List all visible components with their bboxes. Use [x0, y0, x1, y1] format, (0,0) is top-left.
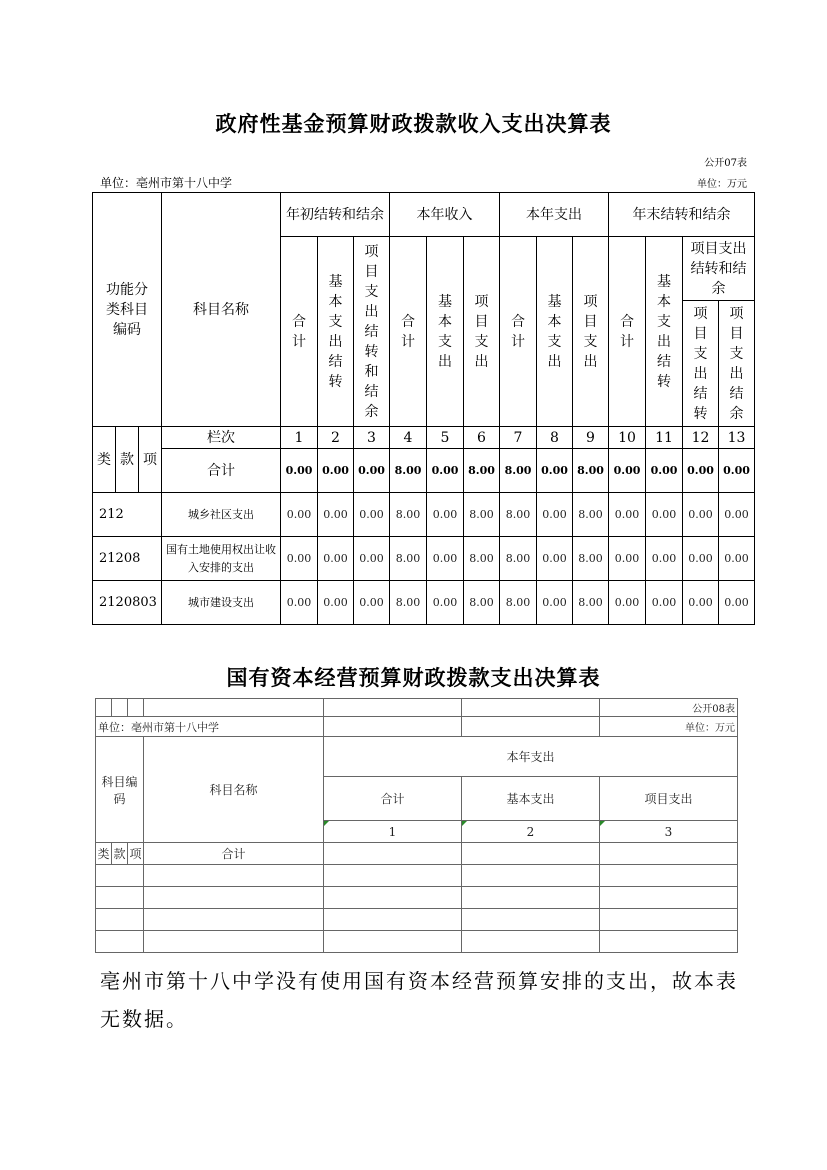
col-number: 1 — [281, 427, 318, 449]
h-proj-exp-carry: 项目支出结转 — [683, 301, 719, 427]
row-cell: 0.00 — [281, 537, 318, 581]
total-cell: 8.00 — [464, 449, 500, 493]
row-cell: 0.00 — [281, 581, 318, 625]
state-capital-table — [95, 698, 738, 953]
row-cell: 0.00 — [537, 537, 573, 581]
h-heji-4: 合计 — [609, 237, 646, 427]
col-number: 9 — [573, 427, 609, 449]
total-cell: 0.00 — [318, 449, 354, 493]
h-basic-carry: 基本支出结转 — [318, 237, 354, 427]
label-lei: 类 — [93, 427, 116, 493]
table-row — [93, 493, 755, 537]
row-cell: 0.00 — [354, 493, 390, 537]
table1-unit-org: 单位：亳州市第十八中学 — [100, 176, 233, 190]
row-cell: 0.00 — [427, 537, 464, 581]
t2-header-basic: 基本支出 — [462, 777, 600, 821]
h-basic-carry-4: 基本支出结转 — [646, 237, 683, 427]
row-code: 2120803 — [93, 581, 162, 625]
table2-unit-org: 单位：亳州市第十八中学 — [96, 717, 324, 737]
total-cell: 0.00 — [609, 449, 646, 493]
col-number: 4 — [390, 427, 427, 449]
row-cell: 8.00 — [464, 581, 500, 625]
h-basic-exp-3: 基本支出 — [537, 237, 573, 427]
row-cell: 0.00 — [646, 537, 683, 581]
header-name: 科目名称 — [162, 193, 281, 427]
table1-form-no: 公开07表 — [704, 158, 747, 169]
total-cell: 8.00 — [573, 449, 609, 493]
col-number: 6 — [464, 427, 500, 449]
total-cell: 0.00 — [683, 449, 719, 493]
row-cell: 8.00 — [500, 581, 537, 625]
row-cell: 0.00 — [609, 493, 646, 537]
row-name: 国有土地使用权出让收入安排的支出 — [162, 537, 281, 581]
label-total: 合计 — [162, 449, 281, 493]
total-cell: 0.00 — [719, 449, 755, 493]
table2-unit-money: 单位：万元 — [600, 717, 738, 737]
t2-header-code: 科目编码 — [96, 737, 144, 843]
table2-title: 国有资本经营预算财政拨款支出决算表 — [226, 666, 601, 690]
col-number: 5 — [427, 427, 464, 449]
row-cell: 0.00 — [719, 537, 755, 581]
row-cell: 8.00 — [573, 581, 609, 625]
row-cell: 0.00 — [609, 581, 646, 625]
row-cell: 0.00 — [537, 581, 573, 625]
total-cell: 8.00 — [390, 449, 427, 493]
row-cell: 0.00 — [683, 537, 719, 581]
table-row — [96, 887, 738, 909]
label-kuan: 款 — [116, 427, 139, 493]
table-row — [93, 537, 755, 581]
row-cell: 0.00 — [318, 581, 354, 625]
col-number: 13 — [719, 427, 755, 449]
t2-label-total: 合计 — [144, 843, 324, 865]
col-number: 2 — [318, 427, 354, 449]
col-number: 10 — [609, 427, 646, 449]
table1-unit-money: 单位：万元 — [697, 179, 747, 190]
t2-col-number: 3 — [600, 821, 738, 843]
t2-label-lei: 类 — [96, 843, 112, 865]
h-heji-2: 合计 — [390, 237, 427, 427]
row-cell: 0.00 — [427, 581, 464, 625]
row-cell: 0.00 — [683, 493, 719, 537]
h-proj-carry: 项目支出结转和结余 — [354, 237, 390, 427]
row-cell: 0.00 — [354, 537, 390, 581]
col-number: 3 — [354, 427, 390, 449]
row-cell: 0.00 — [646, 493, 683, 537]
row-cell: 8.00 — [573, 537, 609, 581]
row-cell: 0.00 — [719, 581, 755, 625]
total-cell: 0.00 — [646, 449, 683, 493]
table2-form-no: 公开08表 — [600, 699, 738, 717]
table-row — [96, 909, 738, 931]
table-row — [96, 931, 738, 953]
row-name: 城乡社区支出 — [162, 493, 281, 537]
label-lanci: 栏次 — [162, 427, 281, 449]
t2-label-xiang: 项 — [128, 843, 144, 865]
h-proj-exp-rem: 项目支出结余 — [719, 301, 755, 427]
total-cell: 0.00 — [354, 449, 390, 493]
t2-header-group: 本年支出 — [324, 737, 738, 777]
row-cell: 0.00 — [609, 537, 646, 581]
col-number: 8 — [537, 427, 573, 449]
total-cell: 0.00 — [537, 449, 573, 493]
no-data-note: 亳州市第十八中学没有使用国有资本经营预算安排的支出，故本表无数据。 — [100, 969, 738, 1031]
row-cell: 8.00 — [500, 537, 537, 581]
h-basic-exp-2: 基本支出 — [427, 237, 464, 427]
t2-col-number: 2 — [462, 821, 600, 843]
row-cell: 8.00 — [390, 581, 427, 625]
row-cell: 8.00 — [390, 493, 427, 537]
table-row — [93, 581, 755, 625]
header-g3: 本年支出 — [500, 193, 609, 237]
col-number: 12 — [683, 427, 719, 449]
col-number: 7 — [500, 427, 537, 449]
header-g4: 年末结转和结余 — [609, 193, 755, 237]
t2-header-name: 科目名称 — [144, 737, 324, 843]
t2-col-number: 1 — [324, 821, 462, 843]
row-cell: 0.00 — [719, 493, 755, 537]
row-cell: 0.00 — [427, 493, 464, 537]
h-proj-exp-2: 项目支出 — [464, 237, 500, 427]
row-code: 21208 — [93, 537, 162, 581]
total-cell: 8.00 — [500, 449, 537, 493]
header-code: 功能分类科目编码 — [93, 193, 162, 427]
row-cell: 8.00 — [390, 537, 427, 581]
row-code: 212 — [93, 493, 162, 537]
row-name: 城市建设支出 — [162, 581, 281, 625]
header-g2: 本年收入 — [390, 193, 500, 237]
t2-header-proj: 项目支出 — [600, 777, 738, 821]
row-cell: 0.00 — [646, 581, 683, 625]
row-cell: 0.00 — [683, 581, 719, 625]
total-cell: 0.00 — [427, 449, 464, 493]
h-proj-exp-3: 项目支出 — [573, 237, 609, 427]
row-cell: 0.00 — [318, 537, 354, 581]
row-cell: 8.00 — [464, 537, 500, 581]
table1-title: 政府性基金预算财政拨款收入支出决算表 — [215, 112, 612, 136]
t2-header-heji: 合计 — [324, 777, 462, 821]
row-cell: 0.00 — [318, 493, 354, 537]
row-cell: 0.00 — [354, 581, 390, 625]
h-heji-3: 合计 — [500, 237, 537, 427]
total-cell: 0.00 — [281, 449, 318, 493]
row-cell: 8.00 — [464, 493, 500, 537]
h-proj-carry-end: 项目支出结转和结余 — [683, 237, 755, 301]
row-cell: 8.00 — [500, 493, 537, 537]
header-g1: 年初结转和结余 — [281, 193, 390, 237]
h-heji-1: 合计 — [281, 237, 318, 427]
row-cell: 0.00 — [537, 493, 573, 537]
col-number: 11 — [646, 427, 683, 449]
table-row — [96, 865, 738, 887]
row-cell: 0.00 — [281, 493, 318, 537]
t2-label-kuan: 款 — [112, 843, 128, 865]
gov-fund-table — [92, 192, 755, 625]
row-cell: 8.00 — [573, 493, 609, 537]
label-xiang: 项 — [139, 427, 162, 493]
